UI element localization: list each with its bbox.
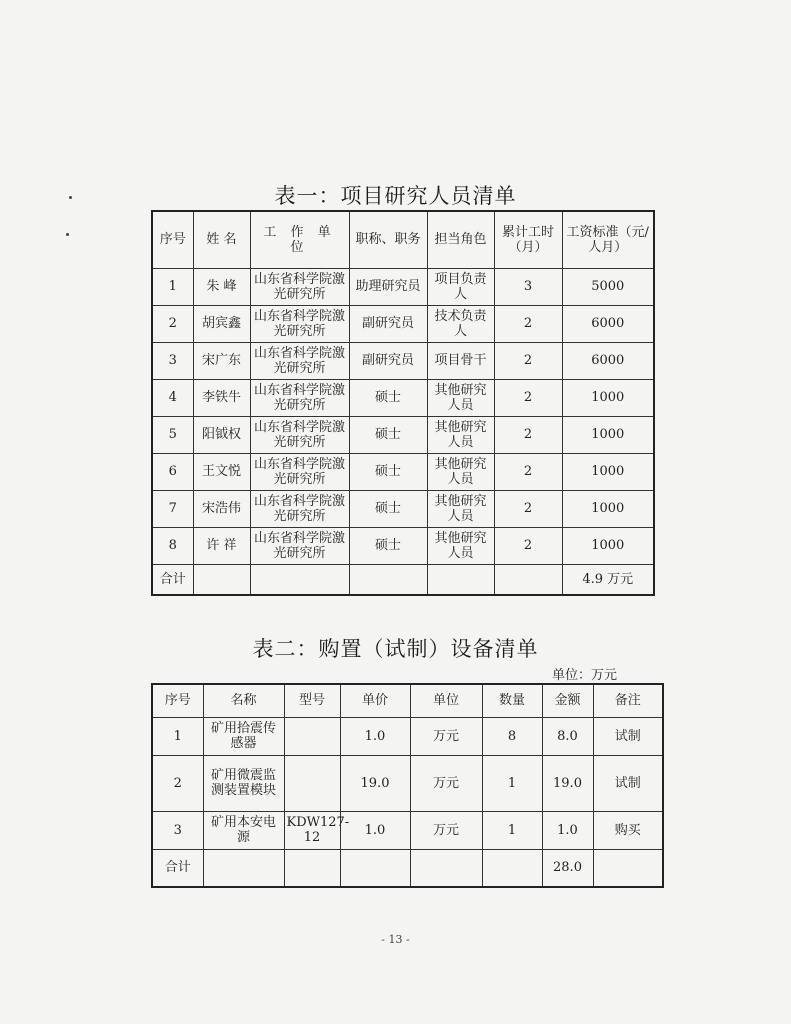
cell [482,849,542,887]
cell: 8 [482,717,542,755]
cell: 试制 [593,717,663,755]
cell: 其他研究人员 [427,490,494,527]
cell: 2 [494,416,562,453]
header-cell: 名称 [203,684,284,717]
cell: 王文悦 [193,453,250,490]
cell: 1 [152,268,193,305]
cell: 山东省科学院激光研究所 [250,342,349,379]
cell: 山东省科学院激光研究所 [250,379,349,416]
cell: 矿用微震监测装置模块 [203,755,284,811]
cell [203,849,284,887]
unit-note: 单位：万元 [552,668,618,683]
cell: 2 [152,305,193,342]
cell: 2 [494,527,562,564]
cell [193,564,250,595]
cell: 矿用拾震传感器 [203,717,284,755]
cell: 胡宾鑫 [193,305,250,342]
header-cell: 序号 [152,211,193,268]
header-cell: 序号 [152,684,203,717]
cell: 山东省科学院激光研究所 [250,527,349,564]
cell: 2 [494,490,562,527]
personnel-table [151,210,655,596]
cell: 5000 [562,268,654,305]
cell: 19.0 [340,755,410,811]
cell [340,849,410,887]
cell: 副研究员 [349,305,427,342]
cell: 1000 [562,490,654,527]
cell: 2 [152,755,203,811]
cell: 朱 峰 [193,268,250,305]
table-row [152,416,654,453]
cell: 山东省科学院激光研究所 [250,453,349,490]
cell: 其他研究人员 [427,527,494,564]
header-cell: 累计工时（月） [494,211,562,268]
cell: 1 [482,811,542,849]
cell: 7 [152,490,193,527]
header-cell: 工 作 单 位 [250,211,349,268]
table-row [152,342,654,379]
cell [427,564,494,595]
table-row [152,811,663,849]
cell: 1 [152,717,203,755]
table1-total-row [152,564,654,595]
cell: 硕士 [349,490,427,527]
header-cell: 型号 [284,684,340,717]
cell: 万元 [410,755,482,811]
cell [349,564,427,595]
header-cell: 工资标准（元/人月） [562,211,654,268]
cell [284,717,340,755]
cell: 硕士 [349,527,427,564]
cell: 4 [152,379,193,416]
cell: 6000 [562,342,654,379]
cell [410,849,482,887]
table2-total-row [152,849,663,887]
cell: 1.0 [542,811,593,849]
cell: 宋广东 [193,342,250,379]
cell: 购买 [593,811,663,849]
table1-header-row [152,211,654,268]
cell: 1000 [562,527,654,564]
cell: 其他研究人员 [427,453,494,490]
cell: 3 [152,811,203,849]
cell: 项目负责人 [427,268,494,305]
cell: 项目骨干 [427,342,494,379]
header-cell: 数量 [482,684,542,717]
table2-title: 表二：购置（试制）设备清单 [252,637,539,661]
cell: 硕士 [349,416,427,453]
cell: 其他研究人员 [427,379,494,416]
cell: 李铁牛 [193,379,250,416]
cell: 万元 [410,717,482,755]
cell: 矿用本安电源 [203,811,284,849]
total-value: 4.9 万元 [562,564,654,595]
cell: 8 [152,527,193,564]
cell: 许 祥 [193,527,250,564]
cell: 2 [494,379,562,416]
cell: KDW127-12 [284,811,340,849]
table2-header-row [152,684,663,717]
cell: 山东省科学院激光研究所 [250,490,349,527]
table-row [152,268,654,305]
cell: 山东省科学院激光研究所 [250,416,349,453]
table-row [152,755,663,811]
cell: 1000 [562,416,654,453]
total-label: 合计 [152,564,193,595]
header-cell: 姓 名 [193,211,250,268]
total-label: 合计 [152,849,203,887]
cell [250,564,349,595]
cell: 万元 [410,811,482,849]
cell [284,849,340,887]
header-cell: 担当角色 [427,211,494,268]
header-cell: 备注 [593,684,663,717]
cell: 山东省科学院激光研究所 [250,305,349,342]
cell: 1.0 [340,811,410,849]
cell: 宋浩伟 [193,490,250,527]
table-row [152,305,654,342]
cell: 6000 [562,305,654,342]
table-row [152,717,663,755]
page-number: - 13 - [381,933,410,946]
cell [494,564,562,595]
cell: 6 [152,453,193,490]
cell: 助理研究员 [349,268,427,305]
cell: 3 [494,268,562,305]
cell: 技术负责人 [427,305,494,342]
cell: 1 [482,755,542,811]
cell: 1000 [562,379,654,416]
cell: 硕士 [349,453,427,490]
table-row [152,453,654,490]
cell [593,849,663,887]
equipment-table [151,683,664,888]
table1-title: 表一：项目研究人员清单 [274,184,517,208]
table-row [152,527,654,564]
cell: 其他研究人员 [427,416,494,453]
cell: 5 [152,416,193,453]
total-value: 28.0 [542,849,593,887]
header-cell: 单位 [410,684,482,717]
margin-dot [66,233,69,236]
cell: 8.0 [542,717,593,755]
cell: 3 [152,342,193,379]
header-cell: 职称、职务 [349,211,427,268]
cell: 硕士 [349,379,427,416]
table-row [152,490,654,527]
cell: 阳钺权 [193,416,250,453]
cell: 试制 [593,755,663,811]
header-cell: 单价 [340,684,410,717]
cell: 副研究员 [349,342,427,379]
cell: 山东省科学院激光研究所 [250,268,349,305]
table-row [152,379,654,416]
cell: 1.0 [340,717,410,755]
cell: 2 [494,342,562,379]
cell: 2 [494,305,562,342]
cell: 2 [494,453,562,490]
cell: 1000 [562,453,654,490]
cell [284,755,340,811]
header-cell: 金额 [542,684,593,717]
cell: 19.0 [542,755,593,811]
